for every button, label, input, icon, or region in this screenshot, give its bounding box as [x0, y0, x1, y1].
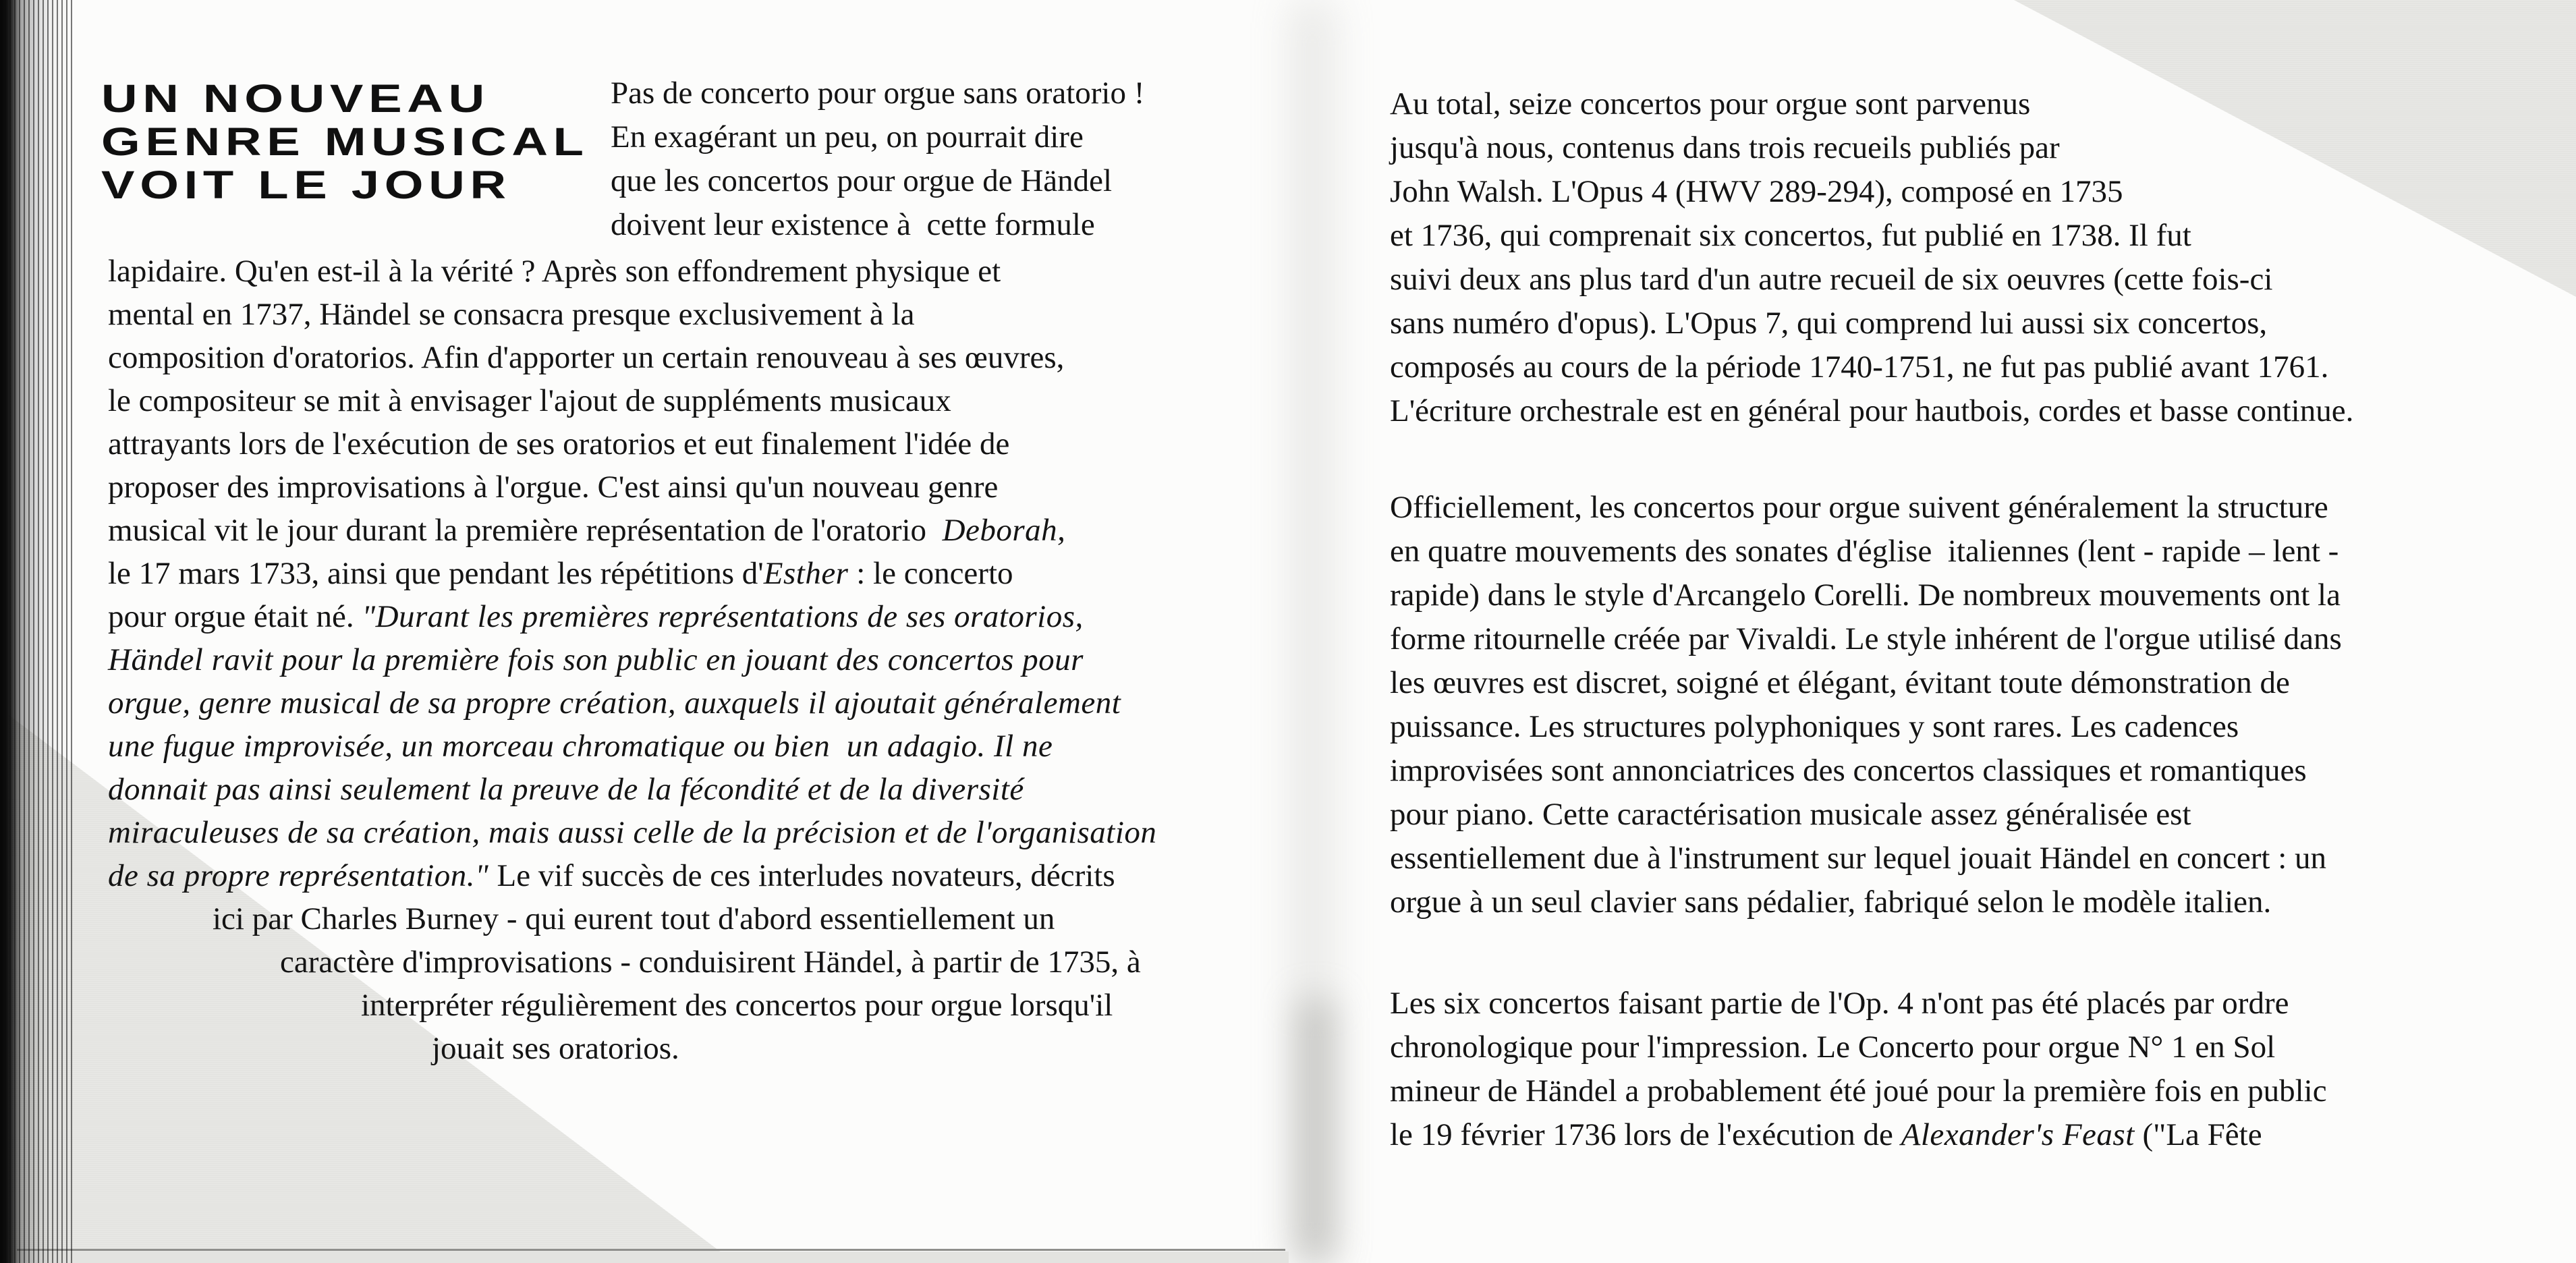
text-segment: composition d'oratorios. Afin d'apporter un certain renouveau à ses œuvres,: [108, 340, 1065, 375]
text-line: [108, 941, 1156, 984]
text-line: [1390, 214, 2353, 258]
text-line: [108, 422, 1156, 466]
text-line: [1390, 1069, 2327, 1113]
text-segment: pour piano. Cette caractérisation musicale assez généralisée est: [1390, 797, 2191, 832]
text-line: [108, 1027, 1156, 1070]
italic-text-segment: "Durant les premières représentations de ses oratorios,: [362, 599, 1084, 634]
text-segment: Le vif succès de ces interludes novateurs, décrits: [497, 858, 1115, 893]
text-line: [108, 336, 1156, 379]
text-line: [108, 509, 1156, 552]
italic-text-segment: Händel ravit pour la première fois son public en jouant des concertos pour: [108, 642, 1084, 677]
text-line: [1390, 530, 2342, 573]
text-line: [108, 293, 1156, 336]
text-line: [611, 203, 1144, 247]
text-line: [1390, 345, 2353, 389]
text-segment: mineur de Händel a probablement été joué pour la première fois en public: [1390, 1073, 2327, 1108]
text-line: [108, 552, 1156, 595]
text-segment: musical vit le jour durant la première représentation de l'oratorio: [108, 513, 943, 548]
text-segment: sans numéro d'opus). L'Opus 7, qui comprend lui aussi six concertos,: [1390, 306, 2268, 341]
text-segment: pour orgue était né.: [108, 599, 362, 634]
text-segment: orgue à un seul clavier sans pédalier, fabriqué selon le modèle italien.: [1390, 885, 2272, 920]
text-line: [1390, 1026, 2327, 1069]
text-line: [108, 768, 1156, 811]
text-line: [611, 72, 1144, 115]
text-line: [1390, 705, 2342, 749]
text-segment: que les concertos pour orgue de Händel: [611, 163, 1113, 198]
text-line: [1390, 170, 2353, 214]
text-line: [108, 638, 1156, 681]
text-line: [108, 897, 1156, 941]
text-segment: caractère d'improvisations - conduisirent Händel, à partir de 1735, à: [280, 945, 1141, 980]
text-segment: le 17 mars 1733, ainsi que pendant les répétitions d': [108, 556, 764, 591]
text-segment: Officiellement, les concertos pour orgue suivent généralement la structure: [1390, 490, 2328, 525]
text-line: [1390, 793, 2342, 837]
text-line: [1390, 837, 2342, 880]
text-line: [1390, 389, 2353, 433]
italic-text-segment: orgue, genre musical de sa propre création, auxquels il ajoutait généralement: [108, 685, 1121, 721]
text-segment: doivent leur existence à cette formule: [611, 207, 1095, 242]
text-line: [108, 854, 1156, 897]
text-segment: En exagérant un peu, on pourrait dire: [611, 119, 1084, 155]
text-segment: Les six concertos faisant partie de l'Op. 4 n'ont pas été placés par ordre: [1390, 986, 2289, 1021]
italic-text-segment: une fugue improvisée, un morceau chromatique ou bien un adagio. Il ne: [108, 729, 1053, 764]
text-line: [108, 379, 1156, 422]
text-line: [1390, 126, 2353, 170]
text-line: [108, 595, 1156, 638]
italic-text-segment: miraculeuses de sa création, mais aussi celle de la précision et de l'organisation: [108, 815, 1157, 850]
text-line: [1390, 302, 2353, 345]
text-segment: John Walsh. L'Opus 4 (HWV 289-294), composé en 1735: [1390, 174, 2123, 209]
text-line: [611, 159, 1144, 203]
text-line: [1390, 661, 2342, 705]
text-line: [611, 115, 1144, 159]
text-segment: attrayants lors de l'exécution de ses oratorios et eut finalement l'idée de: [108, 426, 1010, 461]
text-segment: Pas de concerto pour orgue sans oratorio !: [611, 76, 1145, 111]
text-line: [1390, 486, 2342, 530]
text-segment: proposer des improvisations à l'orgue. C'est ainsi qu'un nouveau genre: [108, 470, 999, 505]
text-segment: : le concerto: [848, 556, 1013, 591]
text-segment: L'écriture orchestrale est en général pour hautbois, cordes et basse continue.: [1390, 393, 2354, 428]
text-segment: jouait ses oratorios.: [432, 1031, 679, 1066]
left-intro-column: [611, 72, 1144, 247]
text-line: [1390, 573, 2342, 617]
book-spine-edge: [0, 0, 74, 1263]
text-segment: essentiellement due à l'instrument sur lequel jouait Händel en concert : un: [1390, 841, 2327, 876]
bottom-scan-strip: [0, 1252, 1289, 1263]
text-segment: rapide) dans le style d'Arcangelo Corelli. De nombreux mouvements ont la: [1390, 578, 2341, 613]
text-segment: Au total, seize concertos pour orgue sont parvenus: [1390, 86, 2031, 121]
heading-line: GENRE MUSICAL: [101, 120, 589, 164]
text-line: [1390, 749, 2342, 793]
page-gutter-shadow-bottom: [1297, 999, 1334, 1263]
text-segment: forme ritournelle créée par Vivaldi. Le style inhérent de l'orgue utilisé dans: [1390, 621, 2342, 656]
italic-text-segment: de sa propre représentation.": [108, 858, 497, 893]
italic-text-segment: Esther: [763, 556, 849, 591]
text-segment: ici par Charles Burney - qui eurent tout d'abord essentiellement un: [213, 901, 1055, 936]
text-segment: les œuvres est discret, soigné et élégant, évitant toute démonstration de: [1390, 665, 2290, 700]
text-segment: lapidaire. Qu'en est-il à la vérité ? Après son effondrement physique et: [108, 254, 1001, 289]
text-line: [1390, 982, 2327, 1026]
text-segment: le compositeur se mit à envisager l'ajout de suppléments musicaux: [108, 383, 951, 418]
right-paragraph-2: [1390, 486, 2342, 924]
text-line: [108, 250, 1156, 293]
text-segment: interpréter régulièrement des concertos pour orgue lorsqu'il: [361, 988, 1113, 1023]
text-line: [1390, 258, 2353, 302]
left-body-text: [108, 250, 1156, 1070]
text-line: [108, 466, 1156, 509]
text-line: [1390, 1113, 2327, 1157]
italic-text-segment: Alexander's Feast: [1901, 1117, 2135, 1152]
italic-text-segment: Deborah,: [942, 513, 1066, 548]
text-segment: mental en 1737, Händel se consacra presque exclusivement à la: [108, 297, 915, 332]
heading-line: VOIT LE JOUR: [101, 163, 511, 207]
text-segment: et 1736, qui comprenait six concertos, fut publié en 1738. Il fut: [1390, 218, 2191, 253]
text-line: [108, 984, 1156, 1027]
text-segment: le 19 février 1736 lors de l'exécution de: [1390, 1117, 1901, 1152]
right-paragraph-1: [1390, 82, 2353, 433]
right-paragraph-3: [1390, 982, 2327, 1157]
heading-line: UN NOUVEAU: [101, 77, 490, 121]
text-line: [1390, 82, 2353, 126]
text-line: [1390, 617, 2342, 661]
italic-text-segment: donnait pas ainsi seulement la preuve de la fécondité et de la diversité: [108, 772, 1024, 807]
section-heading: [101, 78, 589, 207]
bottom-rule-line: [17, 1249, 1285, 1251]
text-segment: en quatre mouvements des sonates d'église italiennes (lent - rapide – lent -: [1390, 534, 2339, 569]
text-line: [108, 681, 1156, 725]
text-segment: puissance. Les structures polyphoniques y sont rares. Les cadences: [1390, 709, 2239, 744]
text-segment: improvisées sont annonciatrices des concertos classiques et romantiques: [1390, 753, 2307, 788]
text-segment: chronologique pour l'impression. Le Concerto pour orgue N° 1 en Sol: [1390, 1030, 2276, 1065]
text-segment: suivi deux ans plus tard d'un autre recueil de six oeuvres (cette fois-ci: [1390, 262, 2273, 297]
text-line: [108, 725, 1156, 768]
text-line: [1390, 880, 2342, 924]
text-line: [108, 811, 1156, 854]
text-segment: composés au cours de la période 1740-1751, ne fut pas publié avant 1761.: [1390, 349, 2329, 385]
text-segment: jusqu'à nous, contenus dans trois recueils publiés par: [1390, 130, 2060, 165]
text-segment: ("La Fête: [2134, 1117, 2262, 1152]
